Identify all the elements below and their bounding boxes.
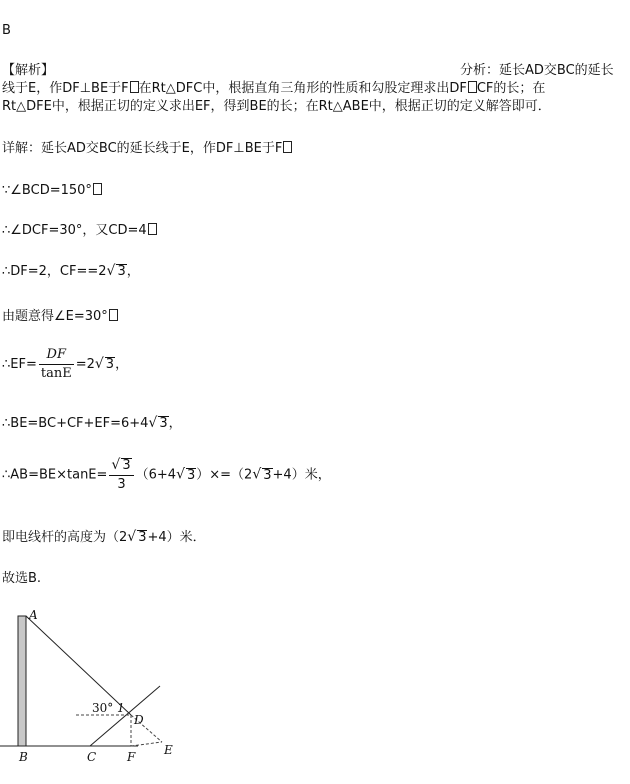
label-c: C [87, 750, 97, 764]
label-d: D [134, 713, 144, 727]
geometry-figure [0, 606, 200, 776]
solution-text: +4）米． [147, 530, 206, 545]
solution-text: ∵∠BCD=150° [2, 183, 92, 198]
label-b: B [19, 750, 28, 764]
segment-dc [90, 686, 160, 746]
solution-step-2 [2, 222, 157, 240]
solution-text: ∴AB=BE×tanE= [2, 467, 108, 483]
solution-text: ， [168, 416, 182, 431]
fraction-denominator: 3 [117, 477, 126, 492]
analysis-label: 分析：延长AD交BC的延长 [460, 63, 614, 78]
missing-glyph-box [148, 223, 157, 235]
radicand: 3 [138, 530, 147, 545]
solution-step-4 [2, 308, 118, 326]
solution-text: （6+4 [135, 467, 177, 483]
radicand: 3 [263, 467, 272, 483]
solution-text: 详解：延长AD交BC的延长线于E，作DF⊥BE于F [2, 141, 283, 156]
solution-step-7: ∴AB=BE×tanE= $\frac{√ 3}{3}$ （6+4√ 3）×=（2√ 3+4）米， [2, 457, 331, 492]
solution-text: 即电线杆的高度为（2 [2, 530, 128, 545]
solution-text: =2 [75, 357, 95, 372]
missing-glyph-box [109, 309, 118, 321]
solution-text: ， [126, 264, 140, 279]
segment-ad [26, 616, 131, 715]
label-e: E [164, 743, 173, 757]
radicand: 3 [105, 357, 115, 372]
missing-glyph-box [130, 81, 139, 93]
solution-text: ∴BE=BC+CF+EF=6+4 [2, 416, 149, 431]
label-f: F [127, 750, 136, 764]
fraction-sqrt3-over-3: $\frac{√ 3}{3}$ [109, 456, 133, 494]
solution-text: ∴EF= [2, 357, 37, 372]
radicand: 3 [117, 264, 126, 279]
segment-fe [131, 742, 162, 746]
solution-step-6: ∴BE=BC+CF+EF=6+4√ 3， [2, 415, 182, 431]
solution-step-3: ∴DF=2，CF==2√ 3， [2, 263, 140, 279]
analysis-text: 在Rt△DFC中，根据直角三角形的性质和勾股定理求出DF [138, 81, 467, 96]
radicand: 3 [186, 467, 196, 483]
analysis-text: CF的长；在 [476, 81, 546, 96]
solution-text: ， [115, 357, 129, 372]
angle-mark: 1 [117, 701, 125, 715]
solution-intro [2, 140, 292, 158]
angle-label: 30° [92, 701, 114, 715]
analysis-line-2 [2, 80, 545, 98]
fraction-denominator: tanE [40, 366, 72, 381]
analysis-line-3: Rt△DFE中，根据正切的定义求出EF，得到BE的长；在Rt△ABE中，根据正切的定义解答即可． [2, 99, 551, 114]
solution-text: ）×=（2 [196, 467, 253, 483]
solution-text: 由题意得∠E=30° [2, 309, 108, 324]
solution-step-1 [2, 182, 102, 200]
answer-letter: B [2, 23, 11, 38]
solution-text: ∴DF=2，CF==2 [2, 264, 107, 279]
analysis-text: 线于E，作DF⊥BE于F [2, 81, 129, 96]
fraction-df-over-tane [39, 346, 74, 383]
utility-pole [18, 616, 26, 746]
label-a: A [29, 608, 38, 622]
radicand: 3 [159, 416, 168, 431]
solution-step-8: 即电线杆的高度为（2√ 3+4）米． [2, 529, 206, 545]
fraction-numerator: DF [39, 346, 74, 365]
missing-glyph-box [468, 81, 477, 93]
analysis-heading: 【解析】 [2, 63, 55, 78]
radicand: 3 [122, 458, 131, 473]
solution-step-5: ∴EF= $\frac{DF}{\tan E}$ =2√ 3， [2, 347, 129, 381]
solution-text: ∴∠DCF=30°，又CD=4 [2, 223, 147, 238]
solution-conclusion: 故选B. [2, 571, 42, 586]
solution-text: +4）米， [272, 467, 331, 483]
missing-glyph-box [283, 141, 292, 153]
missing-glyph-box [93, 183, 102, 195]
